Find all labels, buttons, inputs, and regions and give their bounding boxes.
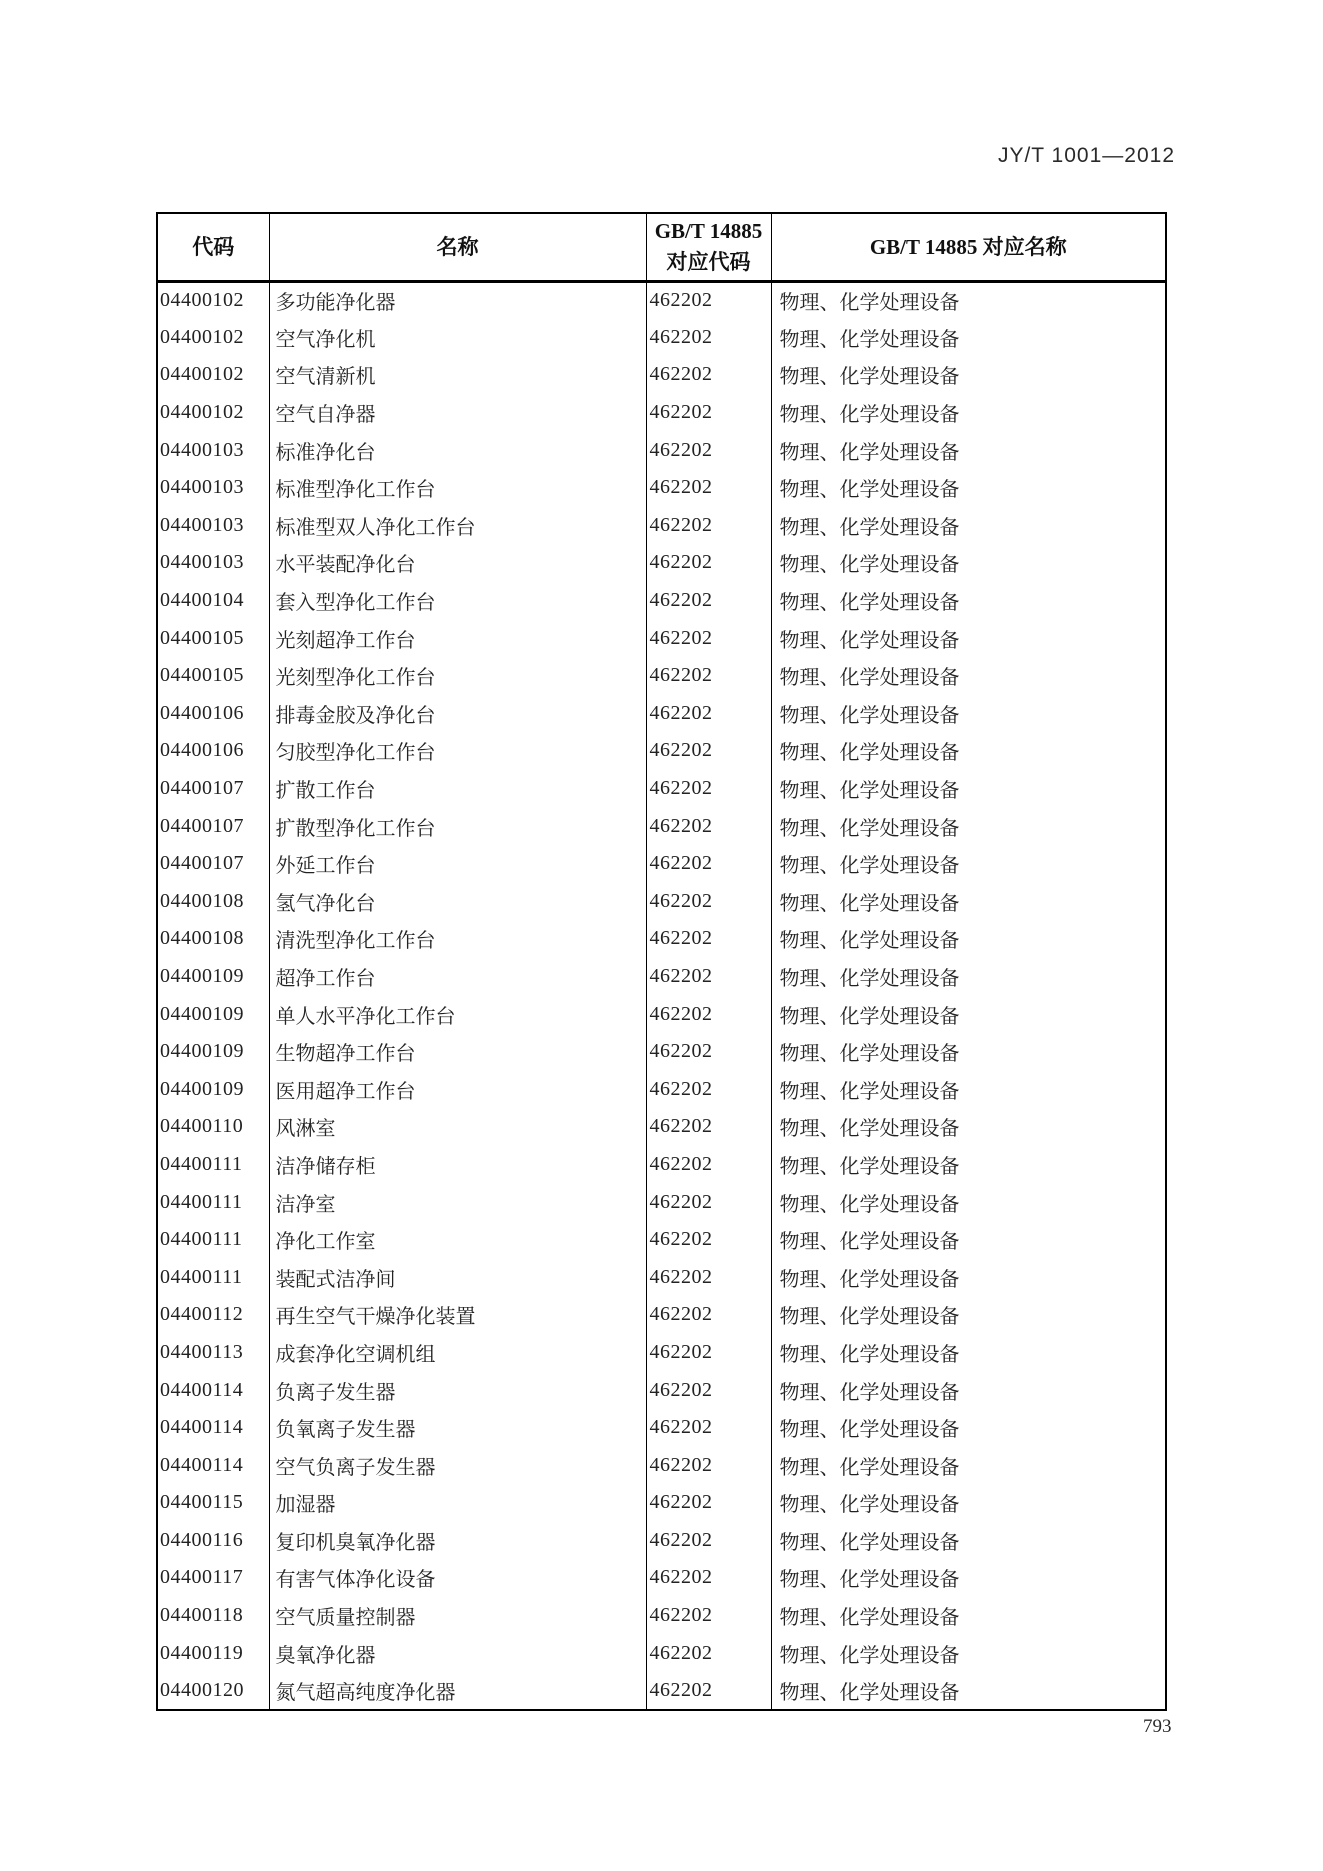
cell-code: 04400105 (157, 657, 269, 695)
cell-gbt-name: 物理、化学处理设备 (771, 1597, 1166, 1635)
cell-name: 标准型净化工作台 (269, 469, 646, 507)
cell-gbt-code: 462202 (646, 281, 771, 319)
table-row (157, 1033, 1166, 1071)
cell-gbt-code: 462202 (646, 883, 771, 921)
cell-code: 04400106 (157, 695, 269, 733)
table-row (157, 1108, 1166, 1146)
cell-code: 04400109 (157, 995, 269, 1033)
cell-name: 扩散型净化工作台 (269, 807, 646, 845)
cell-gbt-name: 物理、化学处理设备 (771, 394, 1166, 432)
cell-gbt-code: 462202 (646, 1446, 771, 1484)
cell-gbt-code: 462202 (646, 995, 771, 1033)
cell-gbt-code: 462202 (646, 1371, 771, 1409)
cell-gbt-code: 462202 (646, 1146, 771, 1184)
cell-name: 超净工作台 (269, 958, 646, 996)
cell-gbt-name: 物理、化学处理设备 (771, 1559, 1166, 1597)
table-row (157, 1559, 1166, 1597)
cell-gbt-name: 物理、化学处理设备 (771, 1634, 1166, 1672)
table-row (157, 544, 1166, 582)
cell-gbt-code: 462202 (646, 1597, 771, 1635)
cell-code: 04400105 (157, 619, 269, 657)
cell-gbt-code: 462202 (646, 1108, 771, 1146)
cell-gbt-code: 462202 (646, 1334, 771, 1372)
cell-name: 洁净储存柜 (269, 1146, 646, 1184)
table-row (157, 770, 1166, 808)
cell-gbt-code: 462202 (646, 431, 771, 469)
cell-gbt-code: 462202 (646, 845, 771, 883)
cell-name: 氮气超高纯度净化器 (269, 1672, 646, 1710)
cell-gbt-code: 462202 (646, 394, 771, 432)
cell-name: 洁净室 (269, 1183, 646, 1221)
cell-name: 空气质量控制器 (269, 1597, 646, 1635)
cell-code: 04400111 (157, 1146, 269, 1184)
cell-code: 04400115 (157, 1484, 269, 1522)
table-row (157, 695, 1166, 733)
cell-name: 有害气体净化设备 (269, 1559, 646, 1597)
cell-name: 套入型净化工作台 (269, 582, 646, 620)
cell-name: 空气净化机 (269, 319, 646, 357)
cell-code: 04400103 (157, 544, 269, 582)
cell-gbt-name: 物理、化学处理设备 (771, 1146, 1166, 1184)
cell-gbt-code: 462202 (646, 1634, 771, 1672)
cell-name: 水平装配净化台 (269, 544, 646, 582)
cell-name: 扩散工作台 (269, 770, 646, 808)
cell-name: 生物超净工作台 (269, 1033, 646, 1071)
cell-code: 04400119 (157, 1634, 269, 1672)
cell-gbt-code: 462202 (646, 469, 771, 507)
table-body (157, 281, 1166, 1710)
cell-code: 04400111 (157, 1183, 269, 1221)
cell-gbt-name: 物理、化学处理设备 (771, 1484, 1166, 1522)
cell-code: 04400110 (157, 1108, 269, 1146)
cell-gbt-code: 462202 (646, 807, 771, 845)
table-row (157, 995, 1166, 1033)
cell-gbt-code: 462202 (646, 958, 771, 996)
cell-code: 04400107 (157, 845, 269, 883)
cell-gbt-name: 物理、化学处理设备 (771, 845, 1166, 883)
cell-gbt-code: 462202 (646, 544, 771, 582)
table-row (157, 1522, 1166, 1560)
cell-gbt-name: 物理、化学处理设备 (771, 507, 1166, 545)
cell-gbt-code: 462202 (646, 1522, 771, 1560)
cell-name: 空气自净器 (269, 394, 646, 432)
cell-name: 风淋室 (269, 1108, 646, 1146)
cell-gbt-name: 物理、化学处理设备 (771, 657, 1166, 695)
cell-gbt-code: 462202 (646, 920, 771, 958)
cell-code: 04400116 (157, 1522, 269, 1560)
cell-code: 04400109 (157, 1070, 269, 1108)
cell-code: 04400102 (157, 281, 269, 319)
cell-gbt-name: 物理、化学处理设备 (771, 1221, 1166, 1259)
cell-gbt-code: 462202 (646, 1070, 771, 1108)
cell-code: 04400112 (157, 1296, 269, 1334)
cell-code: 04400106 (157, 732, 269, 770)
cell-gbt-name: 物理、化学处理设备 (771, 920, 1166, 958)
cell-code: 04400109 (157, 958, 269, 996)
cell-gbt-code: 462202 (646, 695, 771, 733)
cell-name: 成套净化空调机组 (269, 1334, 646, 1372)
cell-code: 04400114 (157, 1409, 269, 1447)
table-row (157, 431, 1166, 469)
cell-name: 标准净化台 (269, 431, 646, 469)
header-code: 代码 (157, 213, 269, 281)
cell-code: 04400114 (157, 1371, 269, 1409)
header-gbt-code-line2: 对应代码 (666, 249, 751, 274)
cell-code: 04400114 (157, 1446, 269, 1484)
cell-name: 负离子发生器 (269, 1371, 646, 1409)
cell-name: 光刻超净工作台 (269, 619, 646, 657)
table-row (157, 920, 1166, 958)
table-row (157, 394, 1166, 432)
cell-gbt-code: 462202 (646, 1183, 771, 1221)
cell-code: 04400111 (157, 1221, 269, 1259)
cell-name: 匀胶型净化工作台 (269, 732, 646, 770)
table-row (157, 356, 1166, 394)
table-row (157, 883, 1166, 921)
cell-gbt-code: 462202 (646, 1033, 771, 1071)
cell-gbt-code: 462202 (646, 1296, 771, 1334)
page-number: 793 (1143, 1716, 1172, 1737)
cell-gbt-name: 物理、化学处理设备 (771, 695, 1166, 733)
standard-number: JY/T 1001—2012 (997, 144, 1175, 167)
cell-code: 04400118 (157, 1597, 269, 1635)
cell-name: 医用超净工作台 (269, 1070, 646, 1108)
cell-gbt-name: 物理、化学处理设备 (771, 356, 1166, 394)
cell-code: 04400103 (157, 431, 269, 469)
cell-gbt-name: 物理、化学处理设备 (771, 281, 1166, 319)
cell-name: 空气负离子发生器 (269, 1446, 646, 1484)
cell-name: 外延工作台 (269, 845, 646, 883)
cell-name: 再生空气干燥净化装置 (269, 1296, 646, 1334)
cell-gbt-code: 462202 (646, 770, 771, 808)
cell-name: 单人水平净化工作台 (269, 995, 646, 1033)
header-row (157, 213, 1166, 281)
cell-name: 复印机臭氧净化器 (269, 1522, 646, 1560)
cell-gbt-name: 物理、化学处理设备 (771, 1522, 1166, 1560)
table-row (157, 1371, 1166, 1409)
table-row (157, 845, 1166, 883)
cell-name: 加湿器 (269, 1484, 646, 1522)
header-name: 名称 (269, 213, 646, 281)
cell-gbt-code: 462202 (646, 1221, 771, 1259)
cell-gbt-name: 物理、化学处理设备 (771, 1033, 1166, 1071)
cell-gbt-name: 物理、化学处理设备 (771, 619, 1166, 657)
cell-gbt-name: 物理、化学处理设备 (771, 807, 1166, 845)
cell-gbt-code: 462202 (646, 1559, 771, 1597)
cell-code: 04400102 (157, 319, 269, 357)
table-row (157, 1146, 1166, 1184)
table-row (157, 1672, 1166, 1710)
cell-name: 净化工作室 (269, 1221, 646, 1259)
cell-gbt-name: 物理、化学处理设备 (771, 1070, 1166, 1108)
table-row (157, 1597, 1166, 1635)
table-row (157, 1258, 1166, 1296)
cell-gbt-code: 462202 (646, 732, 771, 770)
cell-code: 04400111 (157, 1258, 269, 1296)
cell-gbt-name: 物理、化学处理设备 (771, 319, 1166, 357)
cell-name: 臭氧净化器 (269, 1634, 646, 1672)
table-row (157, 469, 1166, 507)
cell-name: 多功能净化器 (269, 281, 646, 319)
cell-gbt-name: 物理、化学处理设备 (771, 1258, 1166, 1296)
table-row (157, 281, 1166, 319)
cell-name: 空气清新机 (269, 356, 646, 394)
cell-gbt-code: 462202 (646, 507, 771, 545)
header-gbt-name: GB/T 14885 对应名称 (771, 213, 1166, 281)
cell-gbt-name: 物理、化学处理设备 (771, 1371, 1166, 1409)
cell-code: 04400102 (157, 394, 269, 432)
table-row (157, 958, 1166, 996)
cell-name: 负氧离子发生器 (269, 1409, 646, 1447)
cell-code: 04400108 (157, 883, 269, 921)
cell-code: 04400117 (157, 1559, 269, 1597)
cell-name: 光刻型净化工作台 (269, 657, 646, 695)
cell-gbt-code: 462202 (646, 582, 771, 620)
cell-gbt-name: 物理、化学处理设备 (771, 1296, 1166, 1334)
table-row (157, 619, 1166, 657)
table-row (157, 1296, 1166, 1334)
table-row (157, 1334, 1166, 1372)
cell-gbt-code: 462202 (646, 356, 771, 394)
cell-gbt-name: 物理、化学处理设备 (771, 1108, 1166, 1146)
cell-gbt-name: 物理、化学处理设备 (771, 1446, 1166, 1484)
cell-gbt-name: 物理、化学处理设备 (771, 544, 1166, 582)
table-row (157, 1446, 1166, 1484)
cell-gbt-code: 462202 (646, 1409, 771, 1447)
cell-gbt-name: 物理、化学处理设备 (771, 958, 1166, 996)
cell-gbt-name: 物理、化学处理设备 (771, 1409, 1166, 1447)
header-gbt-code (646, 213, 771, 281)
cell-gbt-name: 物理、化学处理设备 (771, 770, 1166, 808)
cell-gbt-code: 462202 (646, 657, 771, 695)
cell-code: 04400104 (157, 582, 269, 620)
cell-code: 04400103 (157, 469, 269, 507)
cell-gbt-name: 物理、化学处理设备 (771, 1183, 1166, 1221)
cell-gbt-name: 物理、化学处理设备 (771, 1334, 1166, 1372)
cell-gbt-code: 462202 (646, 1672, 771, 1710)
table-row (157, 1634, 1166, 1672)
cell-code: 04400107 (157, 807, 269, 845)
cell-gbt-name: 物理、化学处理设备 (771, 1672, 1166, 1710)
table-row (157, 807, 1166, 845)
cell-code: 04400108 (157, 920, 269, 958)
cell-gbt-code: 462202 (646, 1484, 771, 1522)
cell-code: 04400107 (157, 770, 269, 808)
cell-code: 04400113 (157, 1334, 269, 1372)
cell-code: 04400102 (157, 356, 269, 394)
cell-name: 标准型双人净化工作台 (269, 507, 646, 545)
cell-gbt-code: 462202 (646, 1258, 771, 1296)
cell-name: 装配式洁净间 (269, 1258, 646, 1296)
cell-code: 04400103 (157, 507, 269, 545)
table-row (157, 1183, 1166, 1221)
table-row (157, 657, 1166, 695)
table-row (157, 1484, 1166, 1522)
table-row (157, 1070, 1166, 1108)
cell-gbt-code: 462202 (646, 319, 771, 357)
cell-gbt-name: 物理、化学处理设备 (771, 732, 1166, 770)
header-gbt-code-line1: GB/T 14885 (654, 219, 763, 244)
cell-name: 排毒金胶及净化台 (269, 695, 646, 733)
table-row (157, 1409, 1166, 1447)
cell-name: 氢气净化台 (269, 883, 646, 921)
table-row (157, 319, 1166, 357)
table-row (157, 732, 1166, 770)
table-row (157, 1221, 1166, 1259)
code-mapping-table (156, 212, 1167, 1711)
cell-gbt-name: 物理、化学处理设备 (771, 582, 1166, 620)
table-row (157, 582, 1166, 620)
cell-gbt-name: 物理、化学处理设备 (771, 995, 1166, 1033)
cell-code: 04400120 (157, 1672, 269, 1710)
table-row (157, 507, 1166, 545)
cell-gbt-name: 物理、化学处理设备 (771, 883, 1166, 921)
cell-gbt-code: 462202 (646, 619, 771, 657)
cell-gbt-name: 物理、化学处理设备 (771, 431, 1166, 469)
cell-name: 清洗型净化工作台 (269, 920, 646, 958)
cell-code: 04400109 (157, 1033, 269, 1071)
cell-gbt-name: 物理、化学处理设备 (771, 469, 1166, 507)
